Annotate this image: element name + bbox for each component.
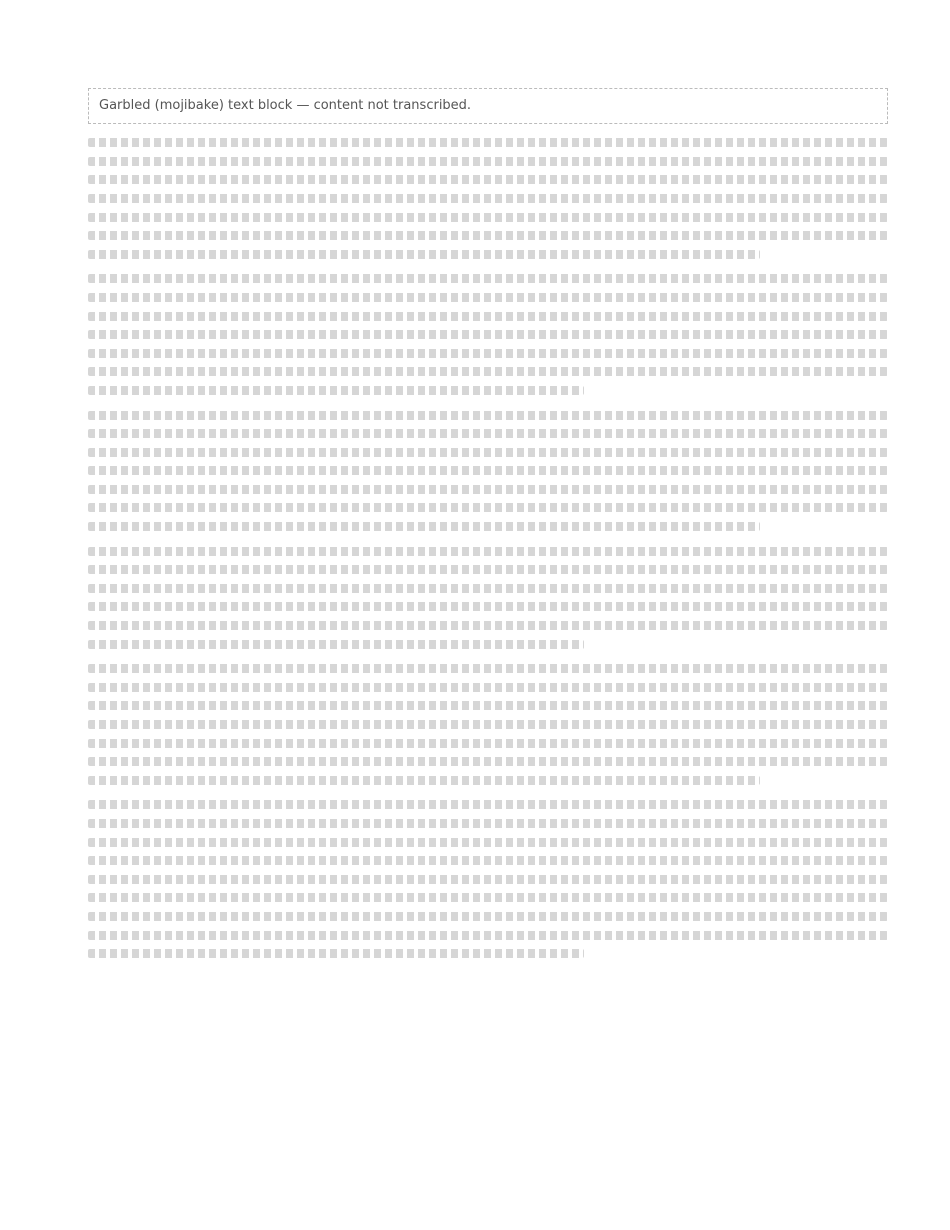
text-line: [88, 584, 888, 593]
text-line: [88, 875, 888, 884]
text-line: [88, 485, 888, 494]
transcription-notice: Garbled (mojibake) text block — content not transcribed.: [88, 88, 888, 124]
text-line: [88, 893, 888, 902]
text-line: [88, 838, 888, 847]
text-line: [88, 757, 888, 766]
text-line: [88, 466, 888, 475]
text-line: [88, 931, 888, 940]
text-line: [88, 349, 888, 358]
text-line: [88, 411, 888, 420]
text-line: [88, 739, 888, 748]
text-line: [88, 547, 888, 556]
text-line: [88, 912, 888, 921]
document-page: [88, 88, 888, 968]
text-line: [88, 819, 888, 828]
text-line: [88, 949, 584, 958]
text-line: [88, 503, 888, 512]
text-line: [88, 701, 888, 710]
text-line: [88, 522, 760, 531]
text-line: [88, 856, 888, 865]
text-line: [88, 621, 888, 630]
text-line: [88, 664, 888, 673]
text-line: [88, 274, 888, 283]
text-line: [88, 448, 888, 457]
text-line: [88, 800, 888, 809]
text-line: [88, 175, 888, 184]
text-line: [88, 213, 888, 222]
text-line: [88, 312, 888, 321]
text-line: [88, 776, 760, 785]
text-line: [88, 194, 888, 203]
text-line: [88, 293, 888, 302]
text-line: [88, 157, 888, 166]
text-block: [88, 138, 888, 958]
text-line: [88, 138, 888, 147]
text-line: [88, 367, 888, 376]
text-line: [88, 640, 584, 649]
text-line: [88, 602, 888, 611]
text-line: [88, 683, 888, 692]
text-line: [88, 565, 888, 574]
text-line: [88, 250, 760, 259]
text-line: [88, 720, 888, 729]
text-line: [88, 231, 888, 240]
text-line: [88, 386, 584, 395]
text-line: [88, 330, 888, 339]
text-line: [88, 429, 888, 438]
